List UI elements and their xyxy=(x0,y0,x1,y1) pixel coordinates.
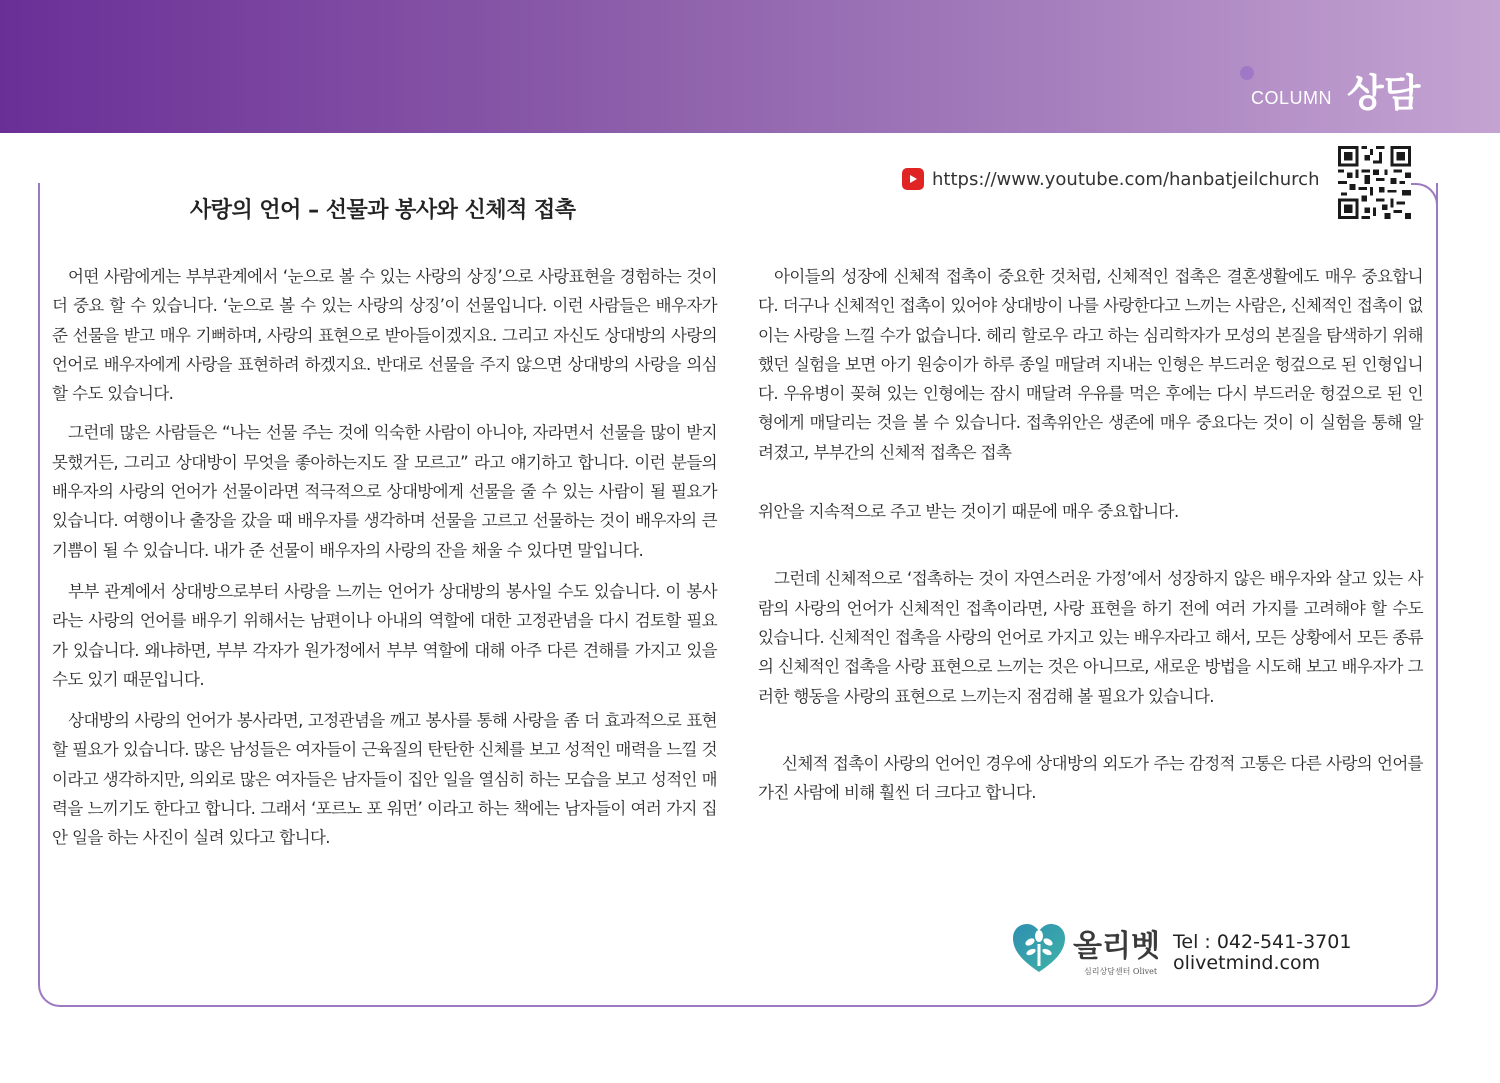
brand-subtitle: 심리상담센터 Olivet xyxy=(1084,967,1158,976)
qr-code-icon[interactable] xyxy=(1338,146,1411,219)
article-left-column xyxy=(52,262,717,853)
article-right-column xyxy=(758,262,1423,807)
column-dot-icon xyxy=(1240,66,1254,80)
article-paragraph: 아이들의 성장에 신체적 접촉이 중요한 것처럼, 신체적인 접촉은 결혼생활에도 매우 중요합니다. 더구나 신체적인 접촉이 있어야 상대방이 나를 사랑한다고 느끼는 사람은, 신체적인 접촉이 없이는 사랑을 느낄 수가 없습니다. 헤리 할로우 라고 하는 심리학자가 모성의 본질을 탐색하기 위해 했던 실험을 보면 아기 원숭이가 하루 종일 매달려 지내는 인형은 부드러운 헝겊으로 된 인형입니다. 우유병이 꽂혀 있는 인형에는 잠시 매달려 우유를 먹은 후에는 다시 부드러운 헝겊으로 된 인형에게 매달리는 것을 볼 수 있습니다. 접촉위안은 생존에 매우 중요다는 것이 이 실험을 통해 알려졌고, 부부간의 신체적 접촉은 접촉 xyxy=(758,267,1423,462)
article-paragraph: 그런데 많은 사람들은 “나는 선물 주는 것에 익숙한 사람이 아니야, 자라면서 선물을 많이 받지 못했거든, 그리고 상대방이 무엇을 좋아하는지도 잘 모르고” 라고 얘기하고 합니다. 이런 분들의 배우자의 사랑의 언어가 선물이라면 적극적으로 상대방에게 선물을 줄 수 있는 사람이 될 필요가 있습니다. 여행이나 출장을 갔을 때 배우자를 생각하며 선물을 고르고 선물하는 것이 배우자의 큰 기쁨이 될 수 있습니다. 내가 준 선물이 배우자의 사랑의 잔을 채울 수 있다면 말입니다. xyxy=(52,423,717,560)
youtube-url[interactable]: https://www.youtube.com/hanbatjeilchurch xyxy=(932,168,1320,190)
column-title: 상담 xyxy=(1347,71,1421,115)
article-paragraph: 신체적 접촉이 사랑의 언어인 경우에 상대방의 외도가 주는 감정적 고통은 다른 사랑의 언어를 가진 사람에 비해 훨씬 더 크다고 합니다. xyxy=(758,753,1423,803)
article-paragraph: 그런데 신체적으로 ‘접촉하는 것이 자연스러운 가정’에서 성장하지 않은 배우자와 살고 있는 사람의 사랑의 언어가 신체적인 접촉이라면, 사랑 표현을 하기 전에 여러 가지를 고려해야 할 수도 있습니다. 신체적인 접촉을 사랑의 언어로 가지고 있는 배우자라고 해서, 모든 상황에서 모든 종류의 신체적인 접촉을 사랑 표현으로 느끼는 것은 아니므로, 새로운 방법을 시도해 보고 배우자가 그러한 행동을 사랑의 표현으로 느끼는지 점검해 볼 필요가 있습니다. xyxy=(758,569,1423,706)
article-paragraph: 부부 관계에서 상대방으로부터 사랑을 느끼는 언어가 상대방의 봉사일 수도 있습니다. 이 봉사라는 사랑의 언어를 배우기 위해서는 남편이나 아내의 역할에 대한 고정관념을 다시 검토할 필요가 있습니다. 왜냐하면, 부부 각자가 원가정에서 부부 역할에 대해 아주 다른 견해를 가지고 있을 수도 있기 때문입니다. xyxy=(52,581,717,689)
brand-name: 올리벳 xyxy=(1073,929,1160,964)
website-link[interactable]: olivetmind.com xyxy=(1173,952,1321,974)
header-banner xyxy=(0,0,1500,133)
article-title: 사랑의 언어 – 선물과 봉사와 신체적 접촉 xyxy=(190,198,576,223)
article-paragraph: 어떤 사람에게는 부부관계에서 ‘눈으로 볼 수 있는 사랑의 상징’으로 사랑표현을 경험하는 것이 더 중요 할 수 있습니다. ‘눈으로 볼 수 있는 사랑의 상징’이 선물입니다. 이런 사람들은 배우자가 준 선물을 받고 매우 기뻐하며, 사랑의 표현으로 받아들이겠지요. 그리고 자신도 상대방의 사랑의 언어로 배우자에게 사랑을 표현하려 하겠지요. 반대로 선물을 주지 않으면 상대방의 사랑을 의심할 수도 있습니다. xyxy=(52,267,717,404)
article-paragraph: 상대방의 사랑의 언어가 봉사라면, 고정관념을 깨고 봉사를 통해 사랑을 좀 더 효과적으로 표현할 필요가 있습니다. 많은 남성들은 여자들이 근육질의 탄탄한 신체를 보고 성적인 매력을 느낄 것이라고 생각하지만, 의외로 많은 여자들은 남자들이 집안 일을 열심히 하는 모습을 보고 성적인 매력을 느끼기도 한다고 합니다. 그래서 ‘포르노 포 워먼’ 이라고 하는 책에는 남자들이 여러 가지 집안 일을 하는 사진이 실려 있다고 합니다. xyxy=(52,711,717,848)
article-paragraph: 위안을 지속적으로 주고 받는 것이기 때문에 매우 중요합니다. xyxy=(758,502,1179,522)
youtube-icon xyxy=(902,168,924,190)
olivet-heart-tree-icon xyxy=(1011,922,1067,974)
phone-number: Tel : 042-541-3701 xyxy=(1173,931,1352,953)
column-label: COLUMN xyxy=(1251,88,1333,108)
youtube-link[interactable] xyxy=(902,167,1319,191)
